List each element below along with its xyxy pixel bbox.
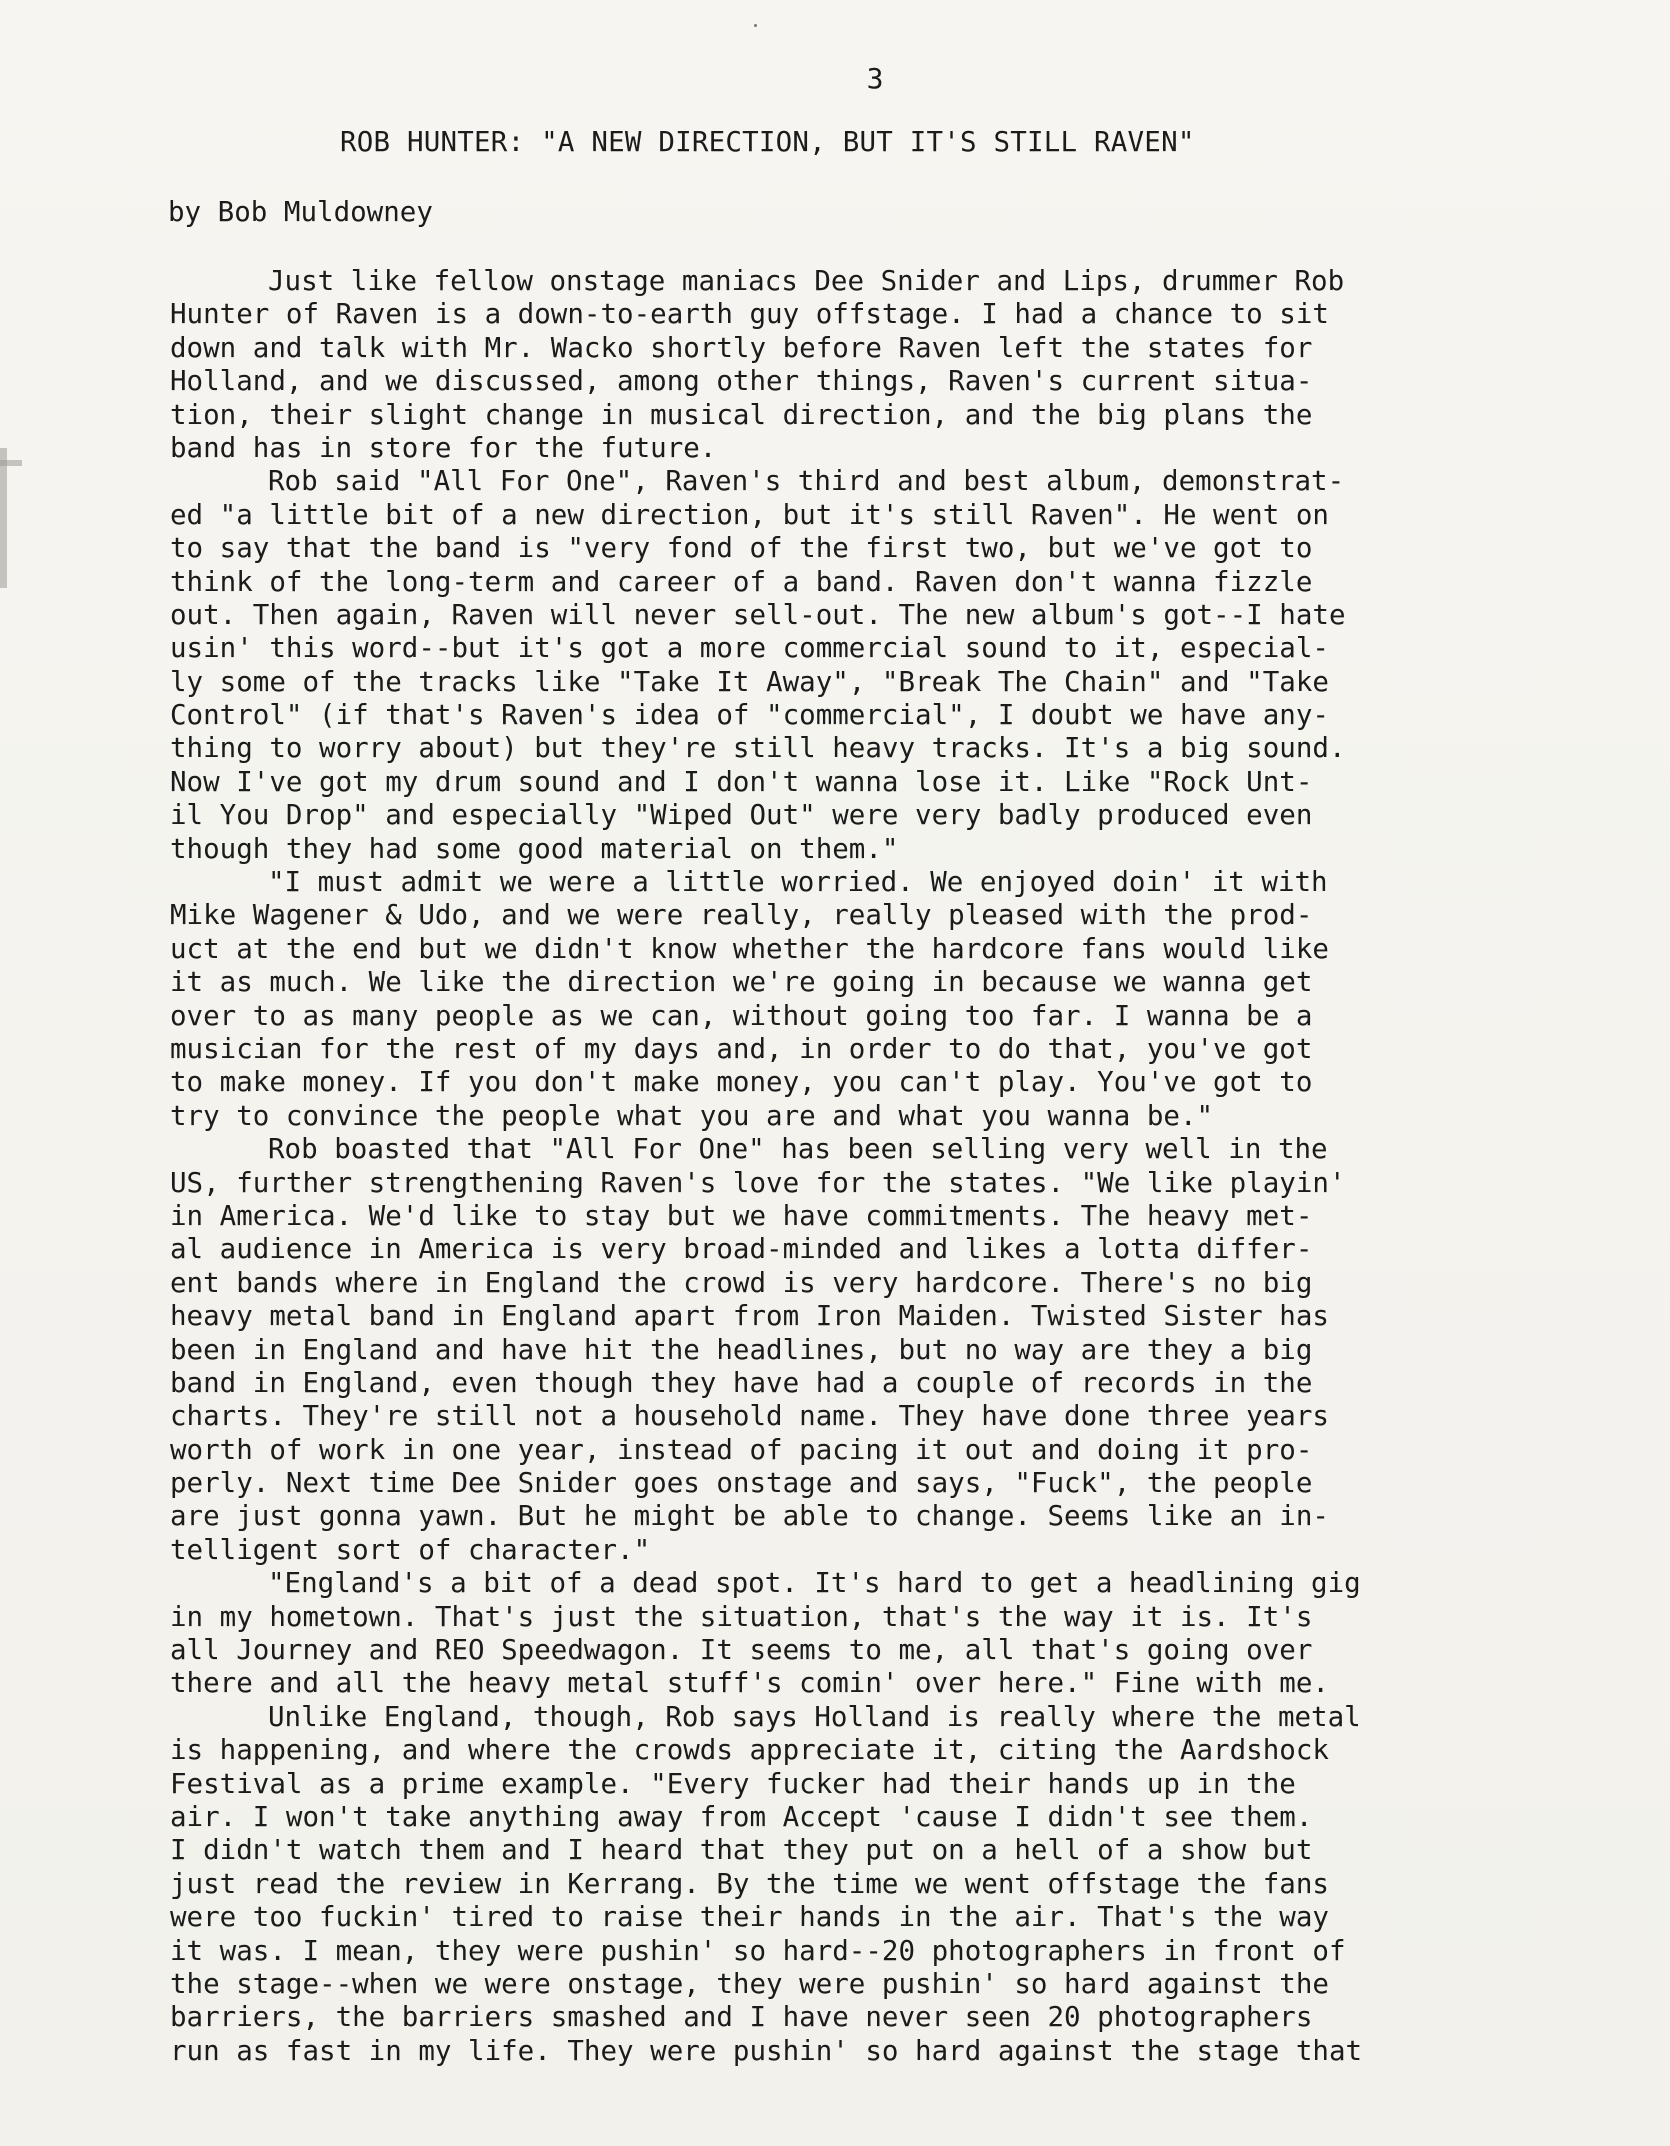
article-line: in my hometown. That's just the situation, that's the way it is. It's: [170, 1600, 1313, 1633]
article-line: in America. We'd like to stay but we have commitments. The heavy met-: [170, 1199, 1313, 1232]
article-line: the stage--when we were onstage, they were pushin' so hard against the: [170, 1967, 1329, 2000]
article-title: ROB HUNTER: "A NEW DIRECTION, BUT IT'S STILL RAVEN": [340, 126, 1195, 158]
article-line: to say that the band is "very fond of the first two, but we've got to: [170, 532, 1313, 565]
article-line: worth of work in one year, instead of pacing it out and doing it pro-: [170, 1433, 1313, 1466]
article-line: barriers, the barriers smashed and I have never seen 20 photographers: [170, 2001, 1313, 2034]
article-line: uct at the end but we didn't know whether the hardcore fans would like: [170, 932, 1329, 965]
article-line: Hunter of Raven is a down-to-earth guy offstage. I had a chance to sit: [170, 298, 1329, 331]
article-line: Now I've got my drum sound and I don't wanna lose it. Like "Rock Unt-: [170, 765, 1313, 798]
article-line: Festival as a prime example. "Every fucker had their hands up in the: [170, 1767, 1296, 1800]
article-line: "England's a bit of a dead spot. It's hard to get a headlining gig: [268, 1567, 1361, 1600]
article-line: usin' this word--but it's got a more commercial sound to it, especial-: [170, 632, 1329, 665]
article-line: over to as many people as we can, without going too far. I wanna be a: [170, 999, 1313, 1032]
article-line: US, further strengthening Raven's love for the states. "We like playin': [170, 1166, 1346, 1199]
article-line: Just like fellow onstage maniacs Dee Snider and Lips, drummer Rob: [268, 265, 1345, 297]
article-line: thing to worry about) but they're still heavy tracks. It's a big sound.: [170, 732, 1346, 765]
article-line: Control" (if that's Raven's idea of "commercial", I doubt we have any-: [170, 699, 1329, 732]
article-line: it was. I mean, they were pushin' so hard--20 photographers in front of: [170, 1934, 1346, 1967]
article-line: are just gonna yawn. But he might be able to change. Seems like an in-: [170, 1500, 1329, 1533]
article-line: out. Then again, Raven will never sell-out. The new album's got--I hate: [170, 598, 1346, 631]
article-line: Holland, and we discussed, among other things, Raven's current situa-: [170, 365, 1313, 398]
binding-mark: [0, 448, 7, 588]
page-number: 3: [866, 62, 884, 95]
scan-speck: [754, 24, 757, 27]
article-line: band has in store for the future.: [170, 431, 717, 464]
article-line: been in England and have hit the headlines, but no way are they a big: [170, 1333, 1313, 1366]
article-line: just read the review in Kerrang. By the time we went offstage the fans: [170, 1867, 1329, 1900]
article-line: ent bands where in England the crowd is very hardcore. There's no big: [170, 1266, 1313, 1299]
article-line: Mike Wagener & Udo, and we were really, really pleased with the prod-: [170, 899, 1313, 932]
article-line: ed "a little bit of a new direction, but it's still Raven". He went on: [170, 498, 1329, 531]
article-line: telligent sort of character.": [170, 1533, 651, 1566]
article-line: heavy metal band in England apart from Iron Maiden. Twisted Sister has: [170, 1300, 1329, 1333]
article-line: all Journey and REO Speedwagon. It seems to me, all that's going over: [170, 1634, 1313, 1667]
article-line: perly. Next time Dee Snider goes onstage and says, "Fuck", the people: [170, 1467, 1313, 1500]
article-line: ly some of the tracks like "Take It Away", "Break The Chain" and "Take: [170, 665, 1329, 698]
article-line: band in England, even though they have had a couple of records in the: [170, 1366, 1313, 1399]
article-line: Unlike England, though, Rob says Holland is really where the metal: [268, 1700, 1361, 1733]
binding-notch: [0, 460, 22, 466]
article-line: al audience in America is very broad-minded and likes a lotta differ-: [170, 1233, 1313, 1266]
article-line: try to convince the people what you are and what you wanna be.": [170, 1099, 1214, 1132]
article-line: run as fast in my life. They were pushin' so hard against the stage that: [170, 2034, 1363, 2067]
article-line: it as much. We like the direction we're going in because we wanna get: [170, 966, 1313, 999]
article-line: I didn't watch them and I heard that they put on a hell of a show but: [170, 1834, 1313, 1867]
article-line: tion, their slight change in musical direction, and the big plans the: [170, 398, 1313, 431]
article-line: "I must admit we were a little worried. We enjoyed doin' it with: [268, 866, 1328, 899]
article-line: there and all the heavy metal stuff's comin' over here." Fine with me.: [170, 1667, 1329, 1700]
article-line: think of the long-term and career of a band. Raven don't wanna fizzle: [170, 565, 1313, 598]
article-byline: by Bob Muldowney: [168, 196, 433, 228]
article-line: though they had some good material on them.": [170, 832, 899, 865]
article-line: charts. They're still not a household name. They have done three years: [170, 1400, 1329, 1433]
article-line: down and talk with Mr. Wacko shortly before Raven left the states for: [170, 331, 1313, 364]
article-line: is happening, and where the crowds appreciate it, citing the Aardshock: [170, 1734, 1329, 1767]
article-line: air. I won't take anything away from Accept 'cause I didn't see them.: [170, 1800, 1313, 1833]
article-line: Rob boasted that "All For One" has been selling very well in the: [268, 1133, 1328, 1166]
article-body: [170, 265, 1540, 2068]
article-line: il You Drop" and especially "Wiped Out" were very badly produced even: [170, 799, 1313, 832]
article-line: to make money. If you don't make money, you can't play. You've got to: [170, 1066, 1313, 1099]
article-line: musician for the rest of my days and, in order to do that, you've got: [170, 1032, 1313, 1065]
article-line: were too fuckin' tired to raise their hands in the air. That's the way: [170, 1901, 1329, 1934]
article-line: Rob said "All For One", Raven's third and best album, demonstrat-: [268, 465, 1345, 498]
